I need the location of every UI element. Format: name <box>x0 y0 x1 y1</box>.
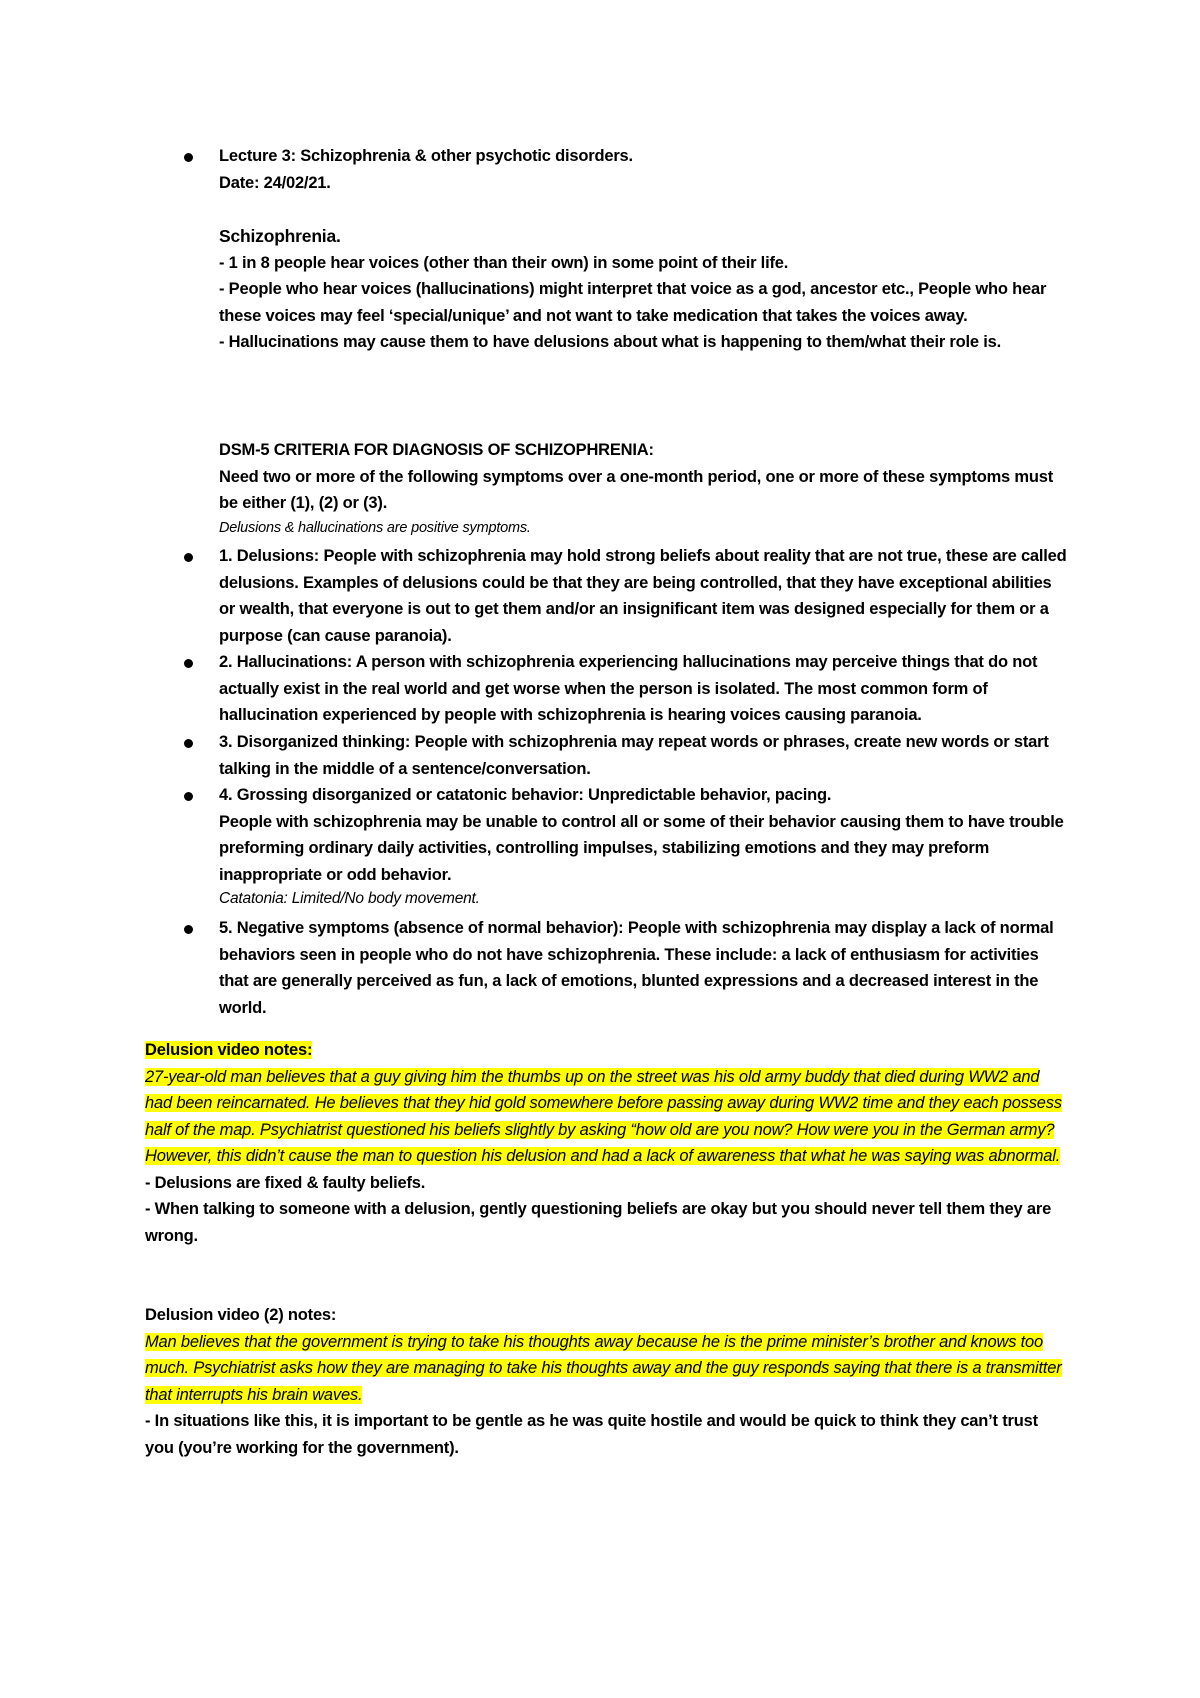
note: Delusions & hallucinations are positive symptoms. <box>219 519 531 536</box>
criteria-item-5: 5. Negative symptoms (absence of normal behavior): People with schizophrenia may display a lack of normal behaviors seen in people who do not have schizophrenia. These include: a lack of enthusiasm for activities that are generally perceived as fun, a lack of emotions, blunted expressions and a decreased interest in the world. <box>219 919 1054 1017</box>
lecture-header <box>219 143 1069 196</box>
delusion-video-2-notes <box>145 1302 1065 1461</box>
highlighted-notes: Man believes that the government is trying to take his thoughts away because he is the prime minister’s brother and knows too much. Psychiatrist asks how they are managing to take his thoughts away and the guy responds saying that there is a transmitter that interrupts his brain waves. <box>145 1332 1062 1404</box>
paragraph: - People who hear voices (hallucinations) might interpret that voice as a god, ancestor etc., People who hear these voices may feel ‘special/unique’ and not want to take medication that takes the voices away. <box>219 280 1047 325</box>
paragraph: - 1 in 8 people hear voices (other than their own) in some point of their life. <box>219 253 789 272</box>
schizophrenia-section <box>219 223 1069 356</box>
section-heading: DSM-5 CRITERIA FOR DIAGNOSIS OF SCHIZOPHRENIA: <box>219 441 654 459</box>
paragraph: - Hallucinations may cause them to have delusions about what is happening to them/what their role is. <box>219 333 1002 351</box>
lecture-date: Date: 24/02/21. <box>219 173 331 192</box>
paragraph: - When talking to someone with a delusion, gently questioning beliefs are okay but you should never tell them they are wrong. <box>145 1200 1052 1245</box>
criteria-item-4: 4. Grossing disorganized or catatonic behavior: Unpredictable behavior, pacing. People with schizophrenia may be unable to control all or some of their behavior causing them to have trouble preforming ordinary daily activities, controlling impulses, stabilizing emotions and they may preform inappropriate or odd behavior. Catatonia: Limited/No body movement. <box>219 782 1069 910</box>
paragraph: - In situations like this, it is important to be gentle as he was quite hostile and would be quick to think they can’t trust you (you’re working for the government). <box>145 1412 1038 1457</box>
bullet-icon <box>184 659 193 668</box>
dsm5-section <box>219 437 1069 539</box>
criteria-item-1: 1. Delusions: People with schizophrenia may hold strong beliefs about reality that are not true, these are called delusions. Examples of delusions could be that they are being controlled, that they have exceptional abilities or wealth, that everyone is out to get them and/or an insignificant item was designed especially for them or a purpose (can cause paranoia). <box>219 547 1067 645</box>
lecture-title: Lecture 3: Schizophrenia & other psychotic disorders. <box>219 147 633 165</box>
delusion-video-notes <box>145 1037 1065 1249</box>
paragraph: - Delusions are fixed & faulty beliefs. <box>145 1173 426 1192</box>
criteria-item-3: 3. Disorganized thinking: People with schizophrenia may repeat words or phrases, create new words or start talking in the middle of a sentence/conversation. <box>219 733 1049 778</box>
paragraph: Need two or more of the following symptoms over a one-month period, one or more of these symptoms must be either (1), (2) or (3). <box>219 467 1054 512</box>
bullet-icon <box>184 553 193 562</box>
notes-heading: Delusion video (2) notes: <box>145 1306 337 1324</box>
notes-heading: Delusion video notes: <box>145 1041 313 1059</box>
section-heading: Schizophrenia. <box>219 226 341 246</box>
bullet-icon <box>184 925 193 934</box>
bullet-icon <box>184 739 193 748</box>
note: Catatonia: Limited/No body movement. <box>219 890 480 907</box>
criteria-item-2: 2. Hallucinations: A person with schizophrenia experiencing hallucinations may perceive things that do not actually exist in the real world and get worse when the person is isolated. The most common form of hallucination experienced by people with schizophrenia is hearing voices causing paranoia. <box>219 653 1038 724</box>
bullet-icon <box>184 792 193 801</box>
highlighted-notes: 27-year-old man believes that a guy giving him the thumbs up on the street was his old army buddy that died during WW2 and had been reincarnated. He believes that they hid gold somewhere before passing away during WW2 time and they each possess half of the map. Psychiatrist questioned his beliefs slightly by asking “how old are you now? How were you in the German army? However, this didn’t cause the man to question his delusion and had a lack of awareness that what he was saying was abnormal. <box>145 1067 1062 1165</box>
bullet-icon <box>184 153 193 162</box>
